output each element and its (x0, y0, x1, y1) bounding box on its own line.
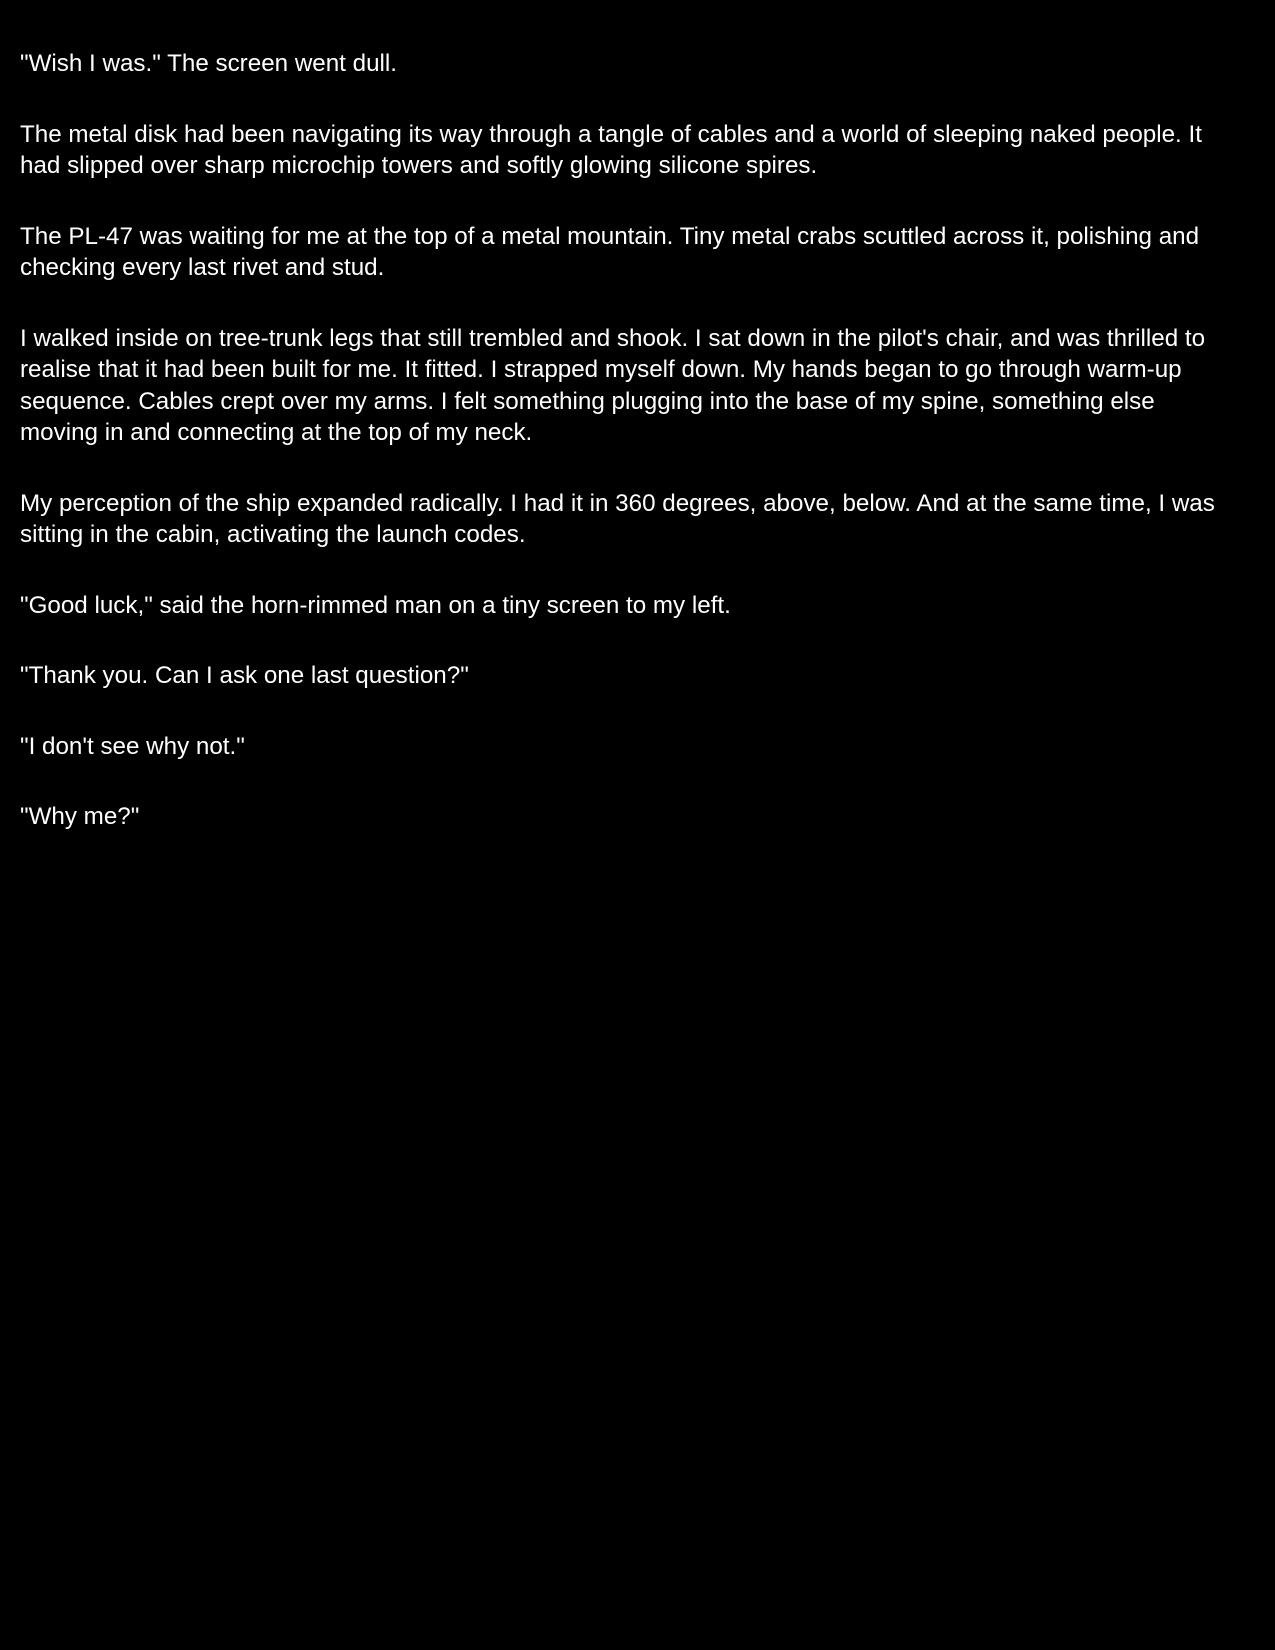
paragraph: "I don't see why not." (20, 732, 245, 760)
document-page (20, 48, 1230, 872)
paragraph: I walked inside on tree-trunk legs that still trembled and shook. I sat down in the pilot's chair, and was thrilled to realise that it had been built for me. It fitted. I strapped myself down. My hands began to go through warm-up sequence. Cables crept over my arms. I felt something plugging into the base of my spine, something else moving in and connecting at the top of my neck. (20, 324, 1206, 446)
paragraph: "Thank you. Can I ask one last question?" (20, 662, 469, 689)
paragraph: "Good luck," said the horn-rimmed man on a tiny screen to my left. (20, 591, 731, 619)
paragraph: The metal disk had been navigating its way through a tangle of cables and a world of sleeping naked people. It had slipped over sharp microchip towers and softly glowing silicone spires. (20, 120, 1202, 179)
paragraph: My perception of the ship expanded radically. I had it in 360 degrees, above, below. And at the same time, I was sitting in the cabin, activating the launch codes. (20, 489, 1215, 548)
paragraph: The PL-47 was waiting for me at the top of a metal mountain. Tiny metal crabs scuttled across it, polishing and checking every last rivet and stud. (20, 222, 1200, 281)
paragraph: "Why me?" (20, 803, 140, 830)
paragraph: "Wish I was." The screen went dull. (20, 50, 397, 77)
